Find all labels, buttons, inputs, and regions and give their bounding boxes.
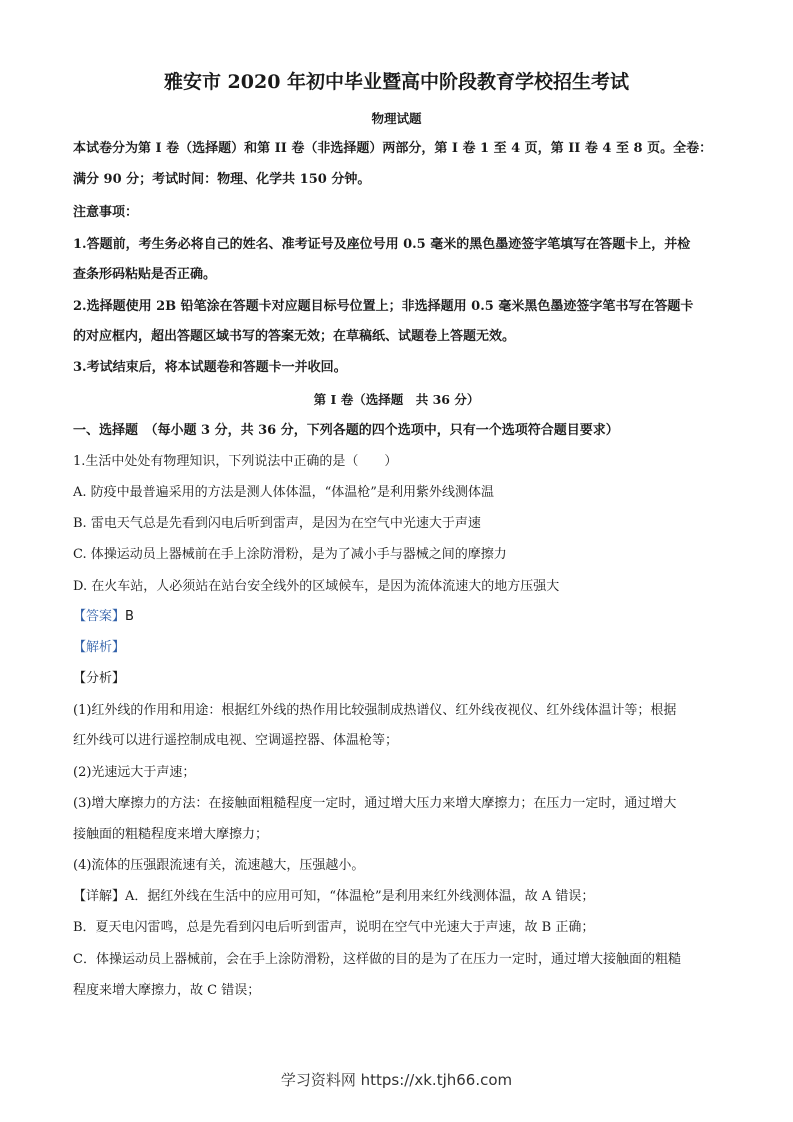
analysis-label: 【解析】 — [73, 640, 126, 655]
intro-line-2: 满分 90 分；考试时间：物理、化学共 150 分钟。 — [73, 172, 371, 187]
detail-line-3: C．体操运动员上器械前，会在手上涂防滑粉，这样做的目的是为了在压力一定时，通过增大接触面的粗糙 — [73, 952, 681, 967]
option-d: D. 在火车站，人必须站在站台安全线外的区域候车，是因为流体流速大的地方压强大 — [73, 579, 560, 594]
footer-watermark: 学习资料网 https://xk.tjh66.com — [280, 1071, 513, 1089]
fenxi-line-3: (2)光速远大于声速； — [73, 765, 196, 780]
detail-line-2: B．夏天电闪雷鸣，总是先看到闪电后听到雷声，说明在空气中光速大于声速，故 B 正确； — [73, 920, 595, 935]
section-title: 第 I 卷（选择题 共 36 分） — [313, 392, 480, 407]
notes-heading: 注意事项： — [73, 205, 139, 220]
detail-line-4: 程度来增大摩擦力，故 C 错误； — [73, 983, 261, 998]
exam-title: 雅安市 2020 年初中毕业暨高中阶段教育学校招生考试 — [163, 71, 630, 93]
fenxi-line-2: 红外线可以进行遥控制成电视、空调遥控器、体温枪等； — [73, 733, 399, 748]
note-line-5: 3.考试结束后，将本试题卷和答题卡一并收回。 — [73, 360, 347, 375]
answer-label: 【答案】 — [73, 609, 126, 624]
note-line-3: 2.选择题使用 2B 铅笔涂在答题卡对应题目标号位置上；非选择题用 0.5 毫米黑色墨迹签字笔书写在答题卡 — [73, 299, 694, 314]
option-c: C. 体操运动员上器械前在手上涂防滑粉，是为了减小手与器械之间的摩擦力 — [73, 547, 507, 562]
option-a: A. 防疫中最普遍采用的方法是测人体体温，“体温枪”是利用紫外线测体温 — [73, 485, 494, 500]
fenxi-line-4: (3)增大摩擦力的方法：在接触面粗糙程度一定时，通过增大压力来增大摩擦力；在压力一定时，通过增大 — [73, 796, 677, 811]
fenxi-line-6: (4)流体的压强跟流速有关，流速越大，压强越小。 — [73, 858, 365, 873]
fenxi-line-1: (1)红外线的作用和用途：根据红外线的热作用比较强制成热谱仪、红外线夜视仪、红外线体温计等；根据 — [73, 703, 677, 718]
note-line-1: 1.答题前，考生务必将自己的姓名、准考证号及座位号用 0.5 毫米的黑色墨迹签字笔填写在答题卡上，并检 — [73, 237, 691, 252]
answer-value: B — [125, 609, 134, 624]
detail-line-1: 【详解】A．据红外线在生活中的应用可知，“体温枪”是利用来红外线测体温，故 A 错误； — [73, 889, 595, 904]
note-line-4: 的对应框内，超出答题区域书写的答案无效；在草稿纸、试题卷上答题无效。 — [73, 329, 516, 344]
fenxi-label: 【分析】 — [73, 671, 126, 686]
exam-subtitle: 物理试题 — [371, 111, 422, 126]
question-stem: 1.生活中处处有物理知识，下列说法中正确的是（ ） — [73, 454, 398, 469]
note-line-2: 查条形码粘贴是否正确。 — [73, 267, 217, 282]
intro-line-1: 本试卷分为第 I 卷（选择题）和第 II 卷（非选择题）两部分，第 I 卷 1 至 4 页，第 II 卷 4 至 8 页。全卷： — [73, 141, 713, 156]
answer-row — [73, 607, 134, 627]
option-b: B. 雷电天气总是先看到闪电后听到雷声，是因为在空气中光速大于声速 — [73, 516, 481, 531]
part-heading: 一、选择题 （每小题 3 分，共 36 分，下列各题的四个选项中，只有一个选项符合题目要求） — [73, 423, 619, 438]
fenxi-line-5: 接触面的粗糙程度来增大摩擦力； — [73, 827, 269, 842]
